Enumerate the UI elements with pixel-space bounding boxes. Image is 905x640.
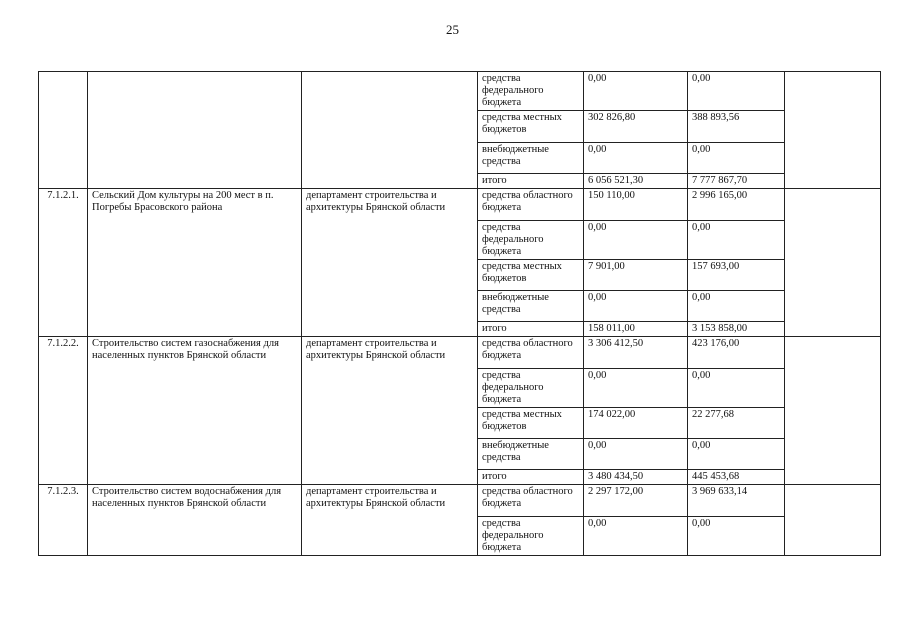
item-number-cell: 7.1.2.3. xyxy=(39,485,88,556)
empty-cell xyxy=(785,189,881,337)
amount-1: 0,00 xyxy=(584,517,688,556)
funding-source: средства федерального бюджета xyxy=(478,72,584,111)
funding-source-total: итого xyxy=(478,470,584,485)
amount-2: 22 277,68 xyxy=(688,408,785,439)
amount-1: 0,00 xyxy=(584,143,688,174)
funding-source: средства местных бюджетов xyxy=(478,408,584,439)
item-executor-cell: департамент строительства и архитектуры Брянской области xyxy=(302,337,478,485)
amount-2: 0,00 xyxy=(688,291,785,322)
amount-1: 3 480 434,50 xyxy=(584,470,688,485)
amount-2: 0,00 xyxy=(688,369,785,408)
item-title-cell: Строительство систем газоснабжения для населенных пунктов Брянской области xyxy=(88,337,302,485)
funding-source: средства областного бюджета xyxy=(478,337,584,369)
budget-table xyxy=(38,71,881,556)
funding-source: средства местных бюджетов xyxy=(478,111,584,143)
funding-source: средства местных бюджетов xyxy=(478,260,584,291)
amount-1: 174 022,00 xyxy=(584,408,688,439)
amount-1: 6 056 521,30 xyxy=(584,174,688,189)
table-row xyxy=(39,189,881,221)
item-title-cell: Строительство систем водоснабжения для населенных пунктов Брянской области xyxy=(88,485,302,556)
funding-source: средства областного бюджета xyxy=(478,189,584,221)
item-title-cell: Сельский Дом культуры на 200 мест в п. Погребы Брасовского района xyxy=(88,189,302,337)
amount-2: 423 176,00 xyxy=(688,337,785,369)
page-number: 25 xyxy=(446,22,459,37)
amount-2: 3 153 858,00 xyxy=(688,322,785,337)
amount-1: 0,00 xyxy=(584,291,688,322)
amount-2: 2 996 165,00 xyxy=(688,189,785,221)
amount-2: 0,00 xyxy=(688,221,785,260)
amount-1: 0,00 xyxy=(584,221,688,260)
amount-2: 3 969 633,14 xyxy=(688,485,785,517)
empty-cell xyxy=(785,485,881,556)
amount-2: 388 893,56 xyxy=(688,111,785,143)
table-row xyxy=(39,337,881,369)
funding-source: средства федерального бюджета xyxy=(478,369,584,408)
amount-2: 0,00 xyxy=(688,143,785,174)
amount-1: 0,00 xyxy=(584,369,688,408)
item-executor-cell: департамент строительства и архитектуры Брянской области xyxy=(302,485,478,556)
table-row xyxy=(39,485,881,517)
amount-2: 445 453,68 xyxy=(688,470,785,485)
item-number-cell xyxy=(39,72,88,189)
funding-source-total: итого xyxy=(478,322,584,337)
empty-cell xyxy=(785,337,881,485)
amount-1: 7 901,00 xyxy=(584,260,688,291)
amount-1: 158 011,00 xyxy=(584,322,688,337)
item-title-cell xyxy=(88,72,302,189)
amount-1: 0,00 xyxy=(584,72,688,111)
item-executor-cell xyxy=(302,72,478,189)
funding-source: средства федерального бюджета xyxy=(478,517,584,556)
table-row xyxy=(39,72,881,111)
amount-1: 150 110,00 xyxy=(584,189,688,221)
funding-source: внебюджетные средства xyxy=(478,143,584,174)
funding-source: внебюджетные средства xyxy=(478,291,584,322)
amount-2: 0,00 xyxy=(688,439,785,470)
item-number-cell: 7.1.2.2. xyxy=(39,337,88,485)
funding-source: средства федерального бюджета xyxy=(478,221,584,260)
funding-source: средства областного бюджета xyxy=(478,485,584,517)
item-executor-cell: департамент строительства и архитектуры Брянской области xyxy=(302,189,478,337)
amount-2: 157 693,00 xyxy=(688,260,785,291)
amount-2: 7 777 867,70 xyxy=(688,174,785,189)
funding-source: внебюджетные средства xyxy=(478,439,584,470)
amount-2: 0,00 xyxy=(688,72,785,111)
amount-1: 302 826,80 xyxy=(584,111,688,143)
amount-2: 0,00 xyxy=(688,517,785,556)
funding-source-total: итого xyxy=(478,174,584,189)
amount-1: 0,00 xyxy=(584,439,688,470)
amount-1: 2 297 172,00 xyxy=(584,485,688,517)
amount-1: 3 306 412,50 xyxy=(584,337,688,369)
empty-cell xyxy=(785,72,881,189)
item-number-cell: 7.1.2.1. xyxy=(39,189,88,337)
